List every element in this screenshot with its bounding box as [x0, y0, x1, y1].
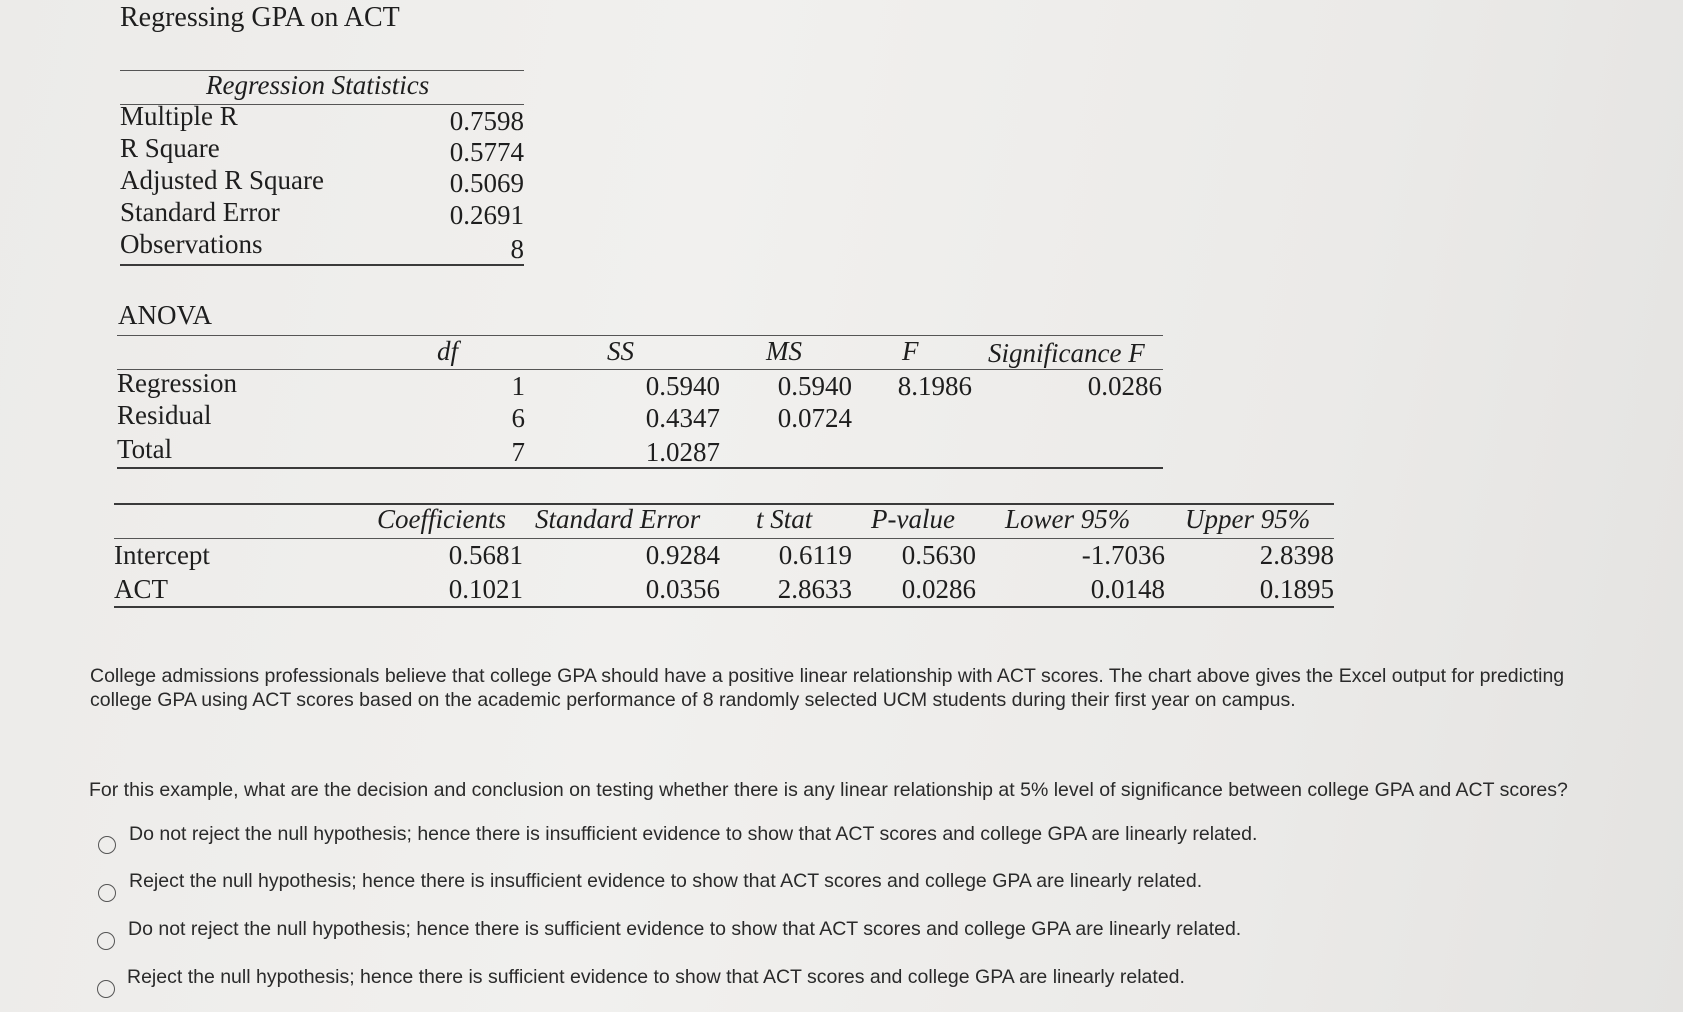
- coef-header-lower-95: Lower 95%: [1005, 504, 1131, 534]
- coef-header-upper-95: Upper 95%: [1185, 504, 1311, 534]
- stat-label: R Square: [120, 133, 220, 163]
- anova-label: ANOVA: [118, 300, 213, 330]
- coef-row-label: ACT: [114, 574, 168, 604]
- coef-p-value: 0.5630: [901, 540, 976, 570]
- anova-ss: 1.0287: [645, 437, 720, 467]
- table-rule: [117, 467, 1163, 469]
- anova-ss: 0.4347: [645, 403, 720, 433]
- coef-header-coefficients: Coefficients: [377, 504, 506, 534]
- table-rule: [114, 538, 1334, 539]
- table-rule: [117, 335, 1163, 336]
- option-radio[interactable]: [97, 980, 115, 998]
- option-label[interactable]: Reject the null hypothesis; hence there is insufficient evidence to show that ACT scores and college GPA are linearly related.: [129, 870, 1203, 892]
- anova-ms: 0.0724: [777, 403, 852, 433]
- anova-significance-f: 0.0286: [1087, 371, 1162, 401]
- anova-header-ms: MS: [766, 336, 802, 366]
- coef-value: 0.5681: [448, 540, 523, 570]
- stat-value: 0.7598: [449, 106, 524, 136]
- stat-label: Observations: [120, 229, 263, 259]
- anova-ss: 0.5940: [645, 371, 720, 401]
- coef-row-label: Intercept: [114, 540, 210, 570]
- description-line-2: college GPA using ACT scores based on the academic performance of 8 randomly selected UCM students during their first year on campus.: [90, 689, 1296, 711]
- anova-header-significance-f: Significance F: [988, 338, 1145, 368]
- coef-header-t-stat: t Stat: [756, 504, 813, 534]
- table-rule: [120, 264, 524, 266]
- anova-df: 1: [511, 371, 525, 401]
- coef-header-standard-error: Standard Error: [535, 504, 701, 534]
- stat-value: 0.5069: [449, 168, 524, 198]
- coef-lower-95: 0.0148: [1090, 574, 1165, 604]
- stat-value: 8: [510, 234, 524, 264]
- option-radio[interactable]: [97, 932, 115, 950]
- anova-header-df: df: [437, 336, 459, 366]
- coef-upper-95: 2.8398: [1259, 540, 1334, 570]
- table-rule: [117, 369, 1163, 370]
- regression-statistics-header: Regression Statistics: [206, 70, 430, 100]
- table-rule: [114, 503, 1334, 505]
- coef-standard-error: 0.0356: [645, 574, 720, 604]
- stat-value: 0.5774: [449, 137, 524, 167]
- anova-row-label: Regression: [117, 368, 237, 398]
- coef-lower-95: -1.7036: [1081, 540, 1165, 570]
- option-label[interactable]: Do not reject the null hypothesis; hence there is sufficient evidence to show that ACT scores and college GPA are linearly related.: [128, 918, 1242, 940]
- coef-header-p-value: P-value: [871, 504, 955, 534]
- anova-ms: 0.5940: [777, 371, 852, 401]
- stat-label: Multiple R: [120, 101, 238, 131]
- anova-row-label: Residual: [117, 400, 212, 430]
- question-text: For this example, what are the decision and conclusion on testing whether there is any linear relationship at 5% level of significance between college GPA and ACT scores?: [89, 779, 1568, 801]
- anova-f: 8.1986: [897, 371, 972, 401]
- stat-label: Standard Error: [120, 197, 280, 227]
- anova-row-label: Total: [117, 434, 173, 464]
- coef-value: 0.1021: [448, 574, 523, 604]
- option-radio[interactable]: [98, 884, 116, 902]
- coef-upper-95: 0.1895: [1259, 574, 1334, 604]
- anova-header-f: F: [902, 336, 919, 366]
- page-title: Regressing GPA on ACT: [120, 2, 400, 33]
- coef-p-value: 0.0286: [901, 574, 976, 604]
- anova-header-ss: SS: [607, 336, 634, 366]
- stat-value: 0.2691: [449, 200, 524, 230]
- table-rule: [114, 606, 1334, 608]
- coef-t-stat: 0.6119: [778, 540, 852, 570]
- option-radio[interactable]: [98, 836, 116, 854]
- coef-standard-error: 0.9284: [645, 540, 720, 570]
- stat-label: Adjusted R Square: [120, 165, 324, 195]
- anova-df: 6: [511, 403, 525, 433]
- option-label[interactable]: Reject the null hypothesis; hence there is sufficient evidence to show that ACT scores and college GPA are linearly related.: [127, 966, 1185, 988]
- description-line-1: College admissions professionals believe that college GPA should have a positive linear relationship with ACT scores. The chart above gives the Excel output for predicting: [90, 665, 1565, 687]
- coef-t-stat: 2.8633: [777, 574, 852, 604]
- option-label[interactable]: Do not reject the null hypothesis; hence there is insufficient evidence to show that ACT scores and college GPA are linearly related.: [129, 823, 1258, 845]
- anova-df: 7: [511, 437, 525, 467]
